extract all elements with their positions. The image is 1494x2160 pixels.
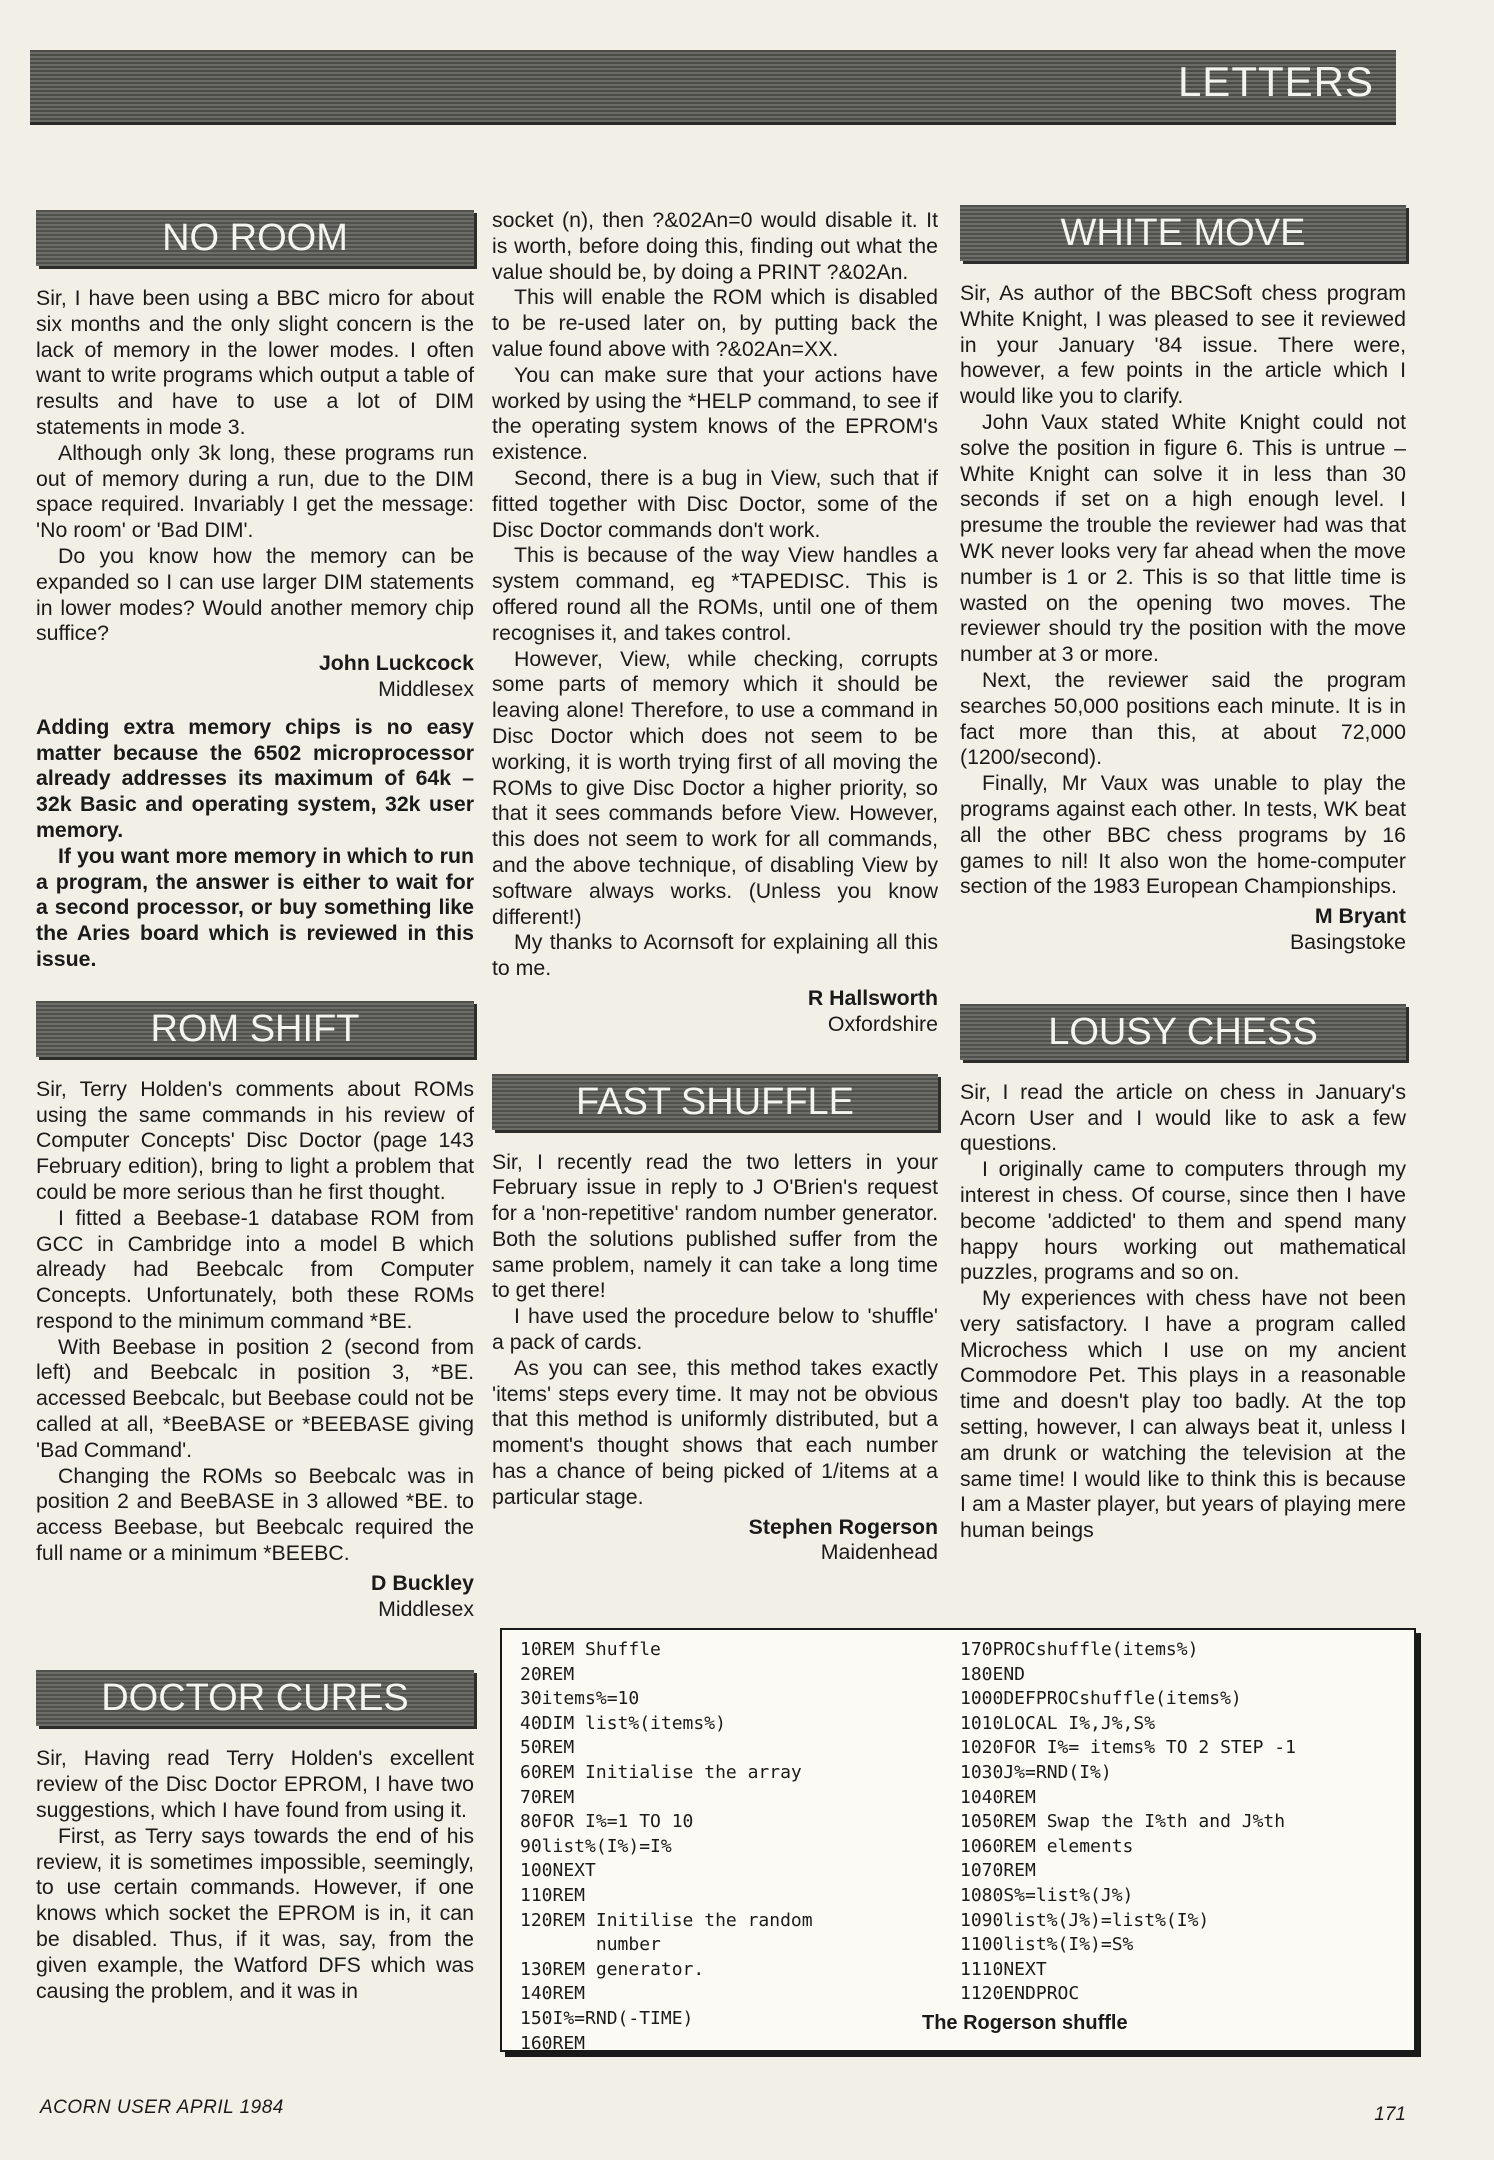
paragraph: This is because of the way View handles a system command, eg *TAPEDISC. This is offered round all the ROMs, until one of them recognises it, and takes control. <box>492 543 938 645</box>
paragraph: Do you know how the memory can be expanded so I can use larger DIM statements in lower modes? Would another memory chip suffice? <box>36 543 474 646</box>
column-2 <box>492 208 938 1566</box>
paragraph: John Vaux stated White Knight could not solve the position in figure 6. This is untrue – White Knight can solve it in less than 30 seconds if set on a high enough level. I presume the trouble the reviewer had was that WK never looks very far ahead when the move number is 1 or 2. This is so that little time is wasted on the opening two moves. The reviewer should try the position with the move number at 3 or more. <box>960 409 1406 667</box>
paragraph: Sir, Terry Holden's comments about ROMs using the same commands in his review of Computer Concepts' Disc Doctor (page 143 February edition), bring to light a problem that could be more serious than he first thought. <box>36 1076 474 1204</box>
author-location: Maidenhead <box>820 1540 938 1565</box>
paragraph: My thanks to Acornsoft for explaining all this to me. <box>492 930 938 981</box>
paragraph: My experiences with chess have not been very satisfactory. I have a program called Microchess which I use on my ancient Commodore Pet. This plays in a reasonable time and doesn't play too badly. At the top setting, however, I can always beat it, unless I am drunk or watching the television at the same time! I would like to think this is because I am a Master player, but years of playing mere human beings <box>960 1286 1406 1543</box>
author-location: Basingstoke <box>1289 929 1406 954</box>
author-name: D Buckley <box>371 1570 474 1595</box>
paragraph: I have used the procedure below to 'shuffle' a pack of cards. <box>492 1304 938 1355</box>
listing-right-column: 170PROCshuffle(items%) 180END 1000DEFPROCshuffle(items%) 1010LOCAL I%,J%,S% 1020FOR I%= items% TO 2 STEP -1 1030J%=RND(I%) 1040REM 1050REM Swap the I%th and J%th 1060REM elements 1070REM 1080S%=list%(J%) 1090list%(J%)=list%(I%) 1100list%(I%)=S% 1110NEXT 1120ENDPROC <box>960 1639 1296 2005</box>
section-banner <box>30 50 1396 122</box>
heading-rom-shift: ROM SHIFT <box>36 1001 474 1057</box>
editor-reply: If you want more memory in which to run a program, the answer is either to wait for a second processor, or buy something like the Aries board which is reviewed in this issue. <box>36 843 474 971</box>
author-name: Stephen Rogerson <box>748 1514 938 1539</box>
page-number: 171 <box>1374 2104 1406 2125</box>
listing-left-column: 10REM Shuffle 20REM 30items%=10 40DIM list%(items%) 50REM 60REM Initialise the array 70REM 80FOR I%=1 TO 10 90list%(I%)=I% 100NEXT 110REM 120REM Initilise the random number 130REM generator. 140REM 150I%=RND(-TIME) 160REM <box>520 1639 813 2054</box>
heading-white-move: WHITE MOVE <box>960 205 1406 261</box>
heading-fast-shuffle: FAST SHUFFLE <box>492 1074 938 1130</box>
paragraph: This will enable the ROM which is disabled to be re-used later on, by putting back the value found above with ?&02An=XX. <box>492 285 938 361</box>
program-listing <box>500 1628 1416 2052</box>
paragraph: As you can see, this method takes exactly 'items' steps every time. It may not be obvious that this method is uniformly distributed, but a moment's thought shows that each number has a chance of being picked of 1/items at a particular stage. <box>492 1355 938 1509</box>
author-location: Oxfordshire <box>827 1011 938 1036</box>
paragraph: Sir, I recently read the two letters in your February issue in reply to J O'Brien's request for a 'non-repetitive' random number generator. Both the solutions published suffer from the same problem, namely it can take a long time to get there! <box>492 1149 938 1303</box>
paragraph: Sir, I have been using a BBC micro for about six months and the only slight concern is the lack of memory in the lower modes. I often want to write programs which output a table of results and have to use a lot of DIM statements in mode 3. <box>36 286 474 439</box>
heading-lousy-chess: LOUSY CHESS <box>960 1004 1406 1060</box>
paragraph: Although only 3k long, these programs run out of memory during a run, due to the DIM space required. Invariably I get the message: 'No room' or 'Bad DIM'. <box>36 440 474 543</box>
author-name: John Luckcock <box>318 651 474 676</box>
heading-doctor-cures: DOCTOR CURES <box>36 1670 474 1726</box>
paragraph: With Beebase in position 2 (second from left) and Beebcalc in position 3, *BE. accessed Beebcalc, but Beebase could not be called at all, *BeeBASE or *BEEBASE giving 'Bad Command'. <box>36 1334 474 1462</box>
paragraph: Finally, Mr Vaux was unable to play the programs against each other. In tests, WK beat all the other BBC chess programs by 16 games to nil! It also won the home-computer section of the 1983 European Championships. <box>960 771 1406 899</box>
paragraph: Sir, I read the article on chess in January's Acorn User and I would like to ask a few questions. <box>960 1079 1406 1156</box>
column-1 <box>36 210 474 2004</box>
column-3 <box>960 205 1406 1544</box>
author-location: Middlesex <box>378 1596 474 1621</box>
paragraph: I originally came to computers through my interest in chess. Of course, since then I have become 'addicted' to them and spend many happy hours working out mathematical puzzles, programs and so on. <box>960 1157 1406 1285</box>
footer-publication: ACORN USER APRIL 1984 <box>40 2097 284 2118</box>
paragraph: First, as Terry says towards the end of his review, it is sometimes impossible, seemingly, to use certain commands. However, if one knows which socket the EPROM is in, it can be disabled. Thus, if it was, say, from the given example, the Watford DFS which was causing the problem, and it was in <box>36 1823 474 2003</box>
listing-caption: The Rogerson shuffle <box>922 2012 1128 2035</box>
paragraph: Sir, Having read Terry Holden's excellent review of the Disc Doctor EPROM, I have two suggestions, which I have found from using it. <box>36 1746 474 1823</box>
paragraph: Next, the reviewer said the program searches 50,000 positions each minute. It is in fact more than this, at about 72,000 (1200/second). <box>960 667 1406 770</box>
editor-reply: Adding extra memory chips is no easy matter because the 6502 microprocessor already addresses its maximum of 64k – 32k Basic and operating system, 32k user memory. <box>36 714 474 842</box>
author-name: R Hallsworth <box>807 985 938 1010</box>
section-title: LETTERS <box>1177 58 1374 105</box>
paragraph: Sir, As author of the BBCSoft chess program White Knight, I was pleased to see it reviewed in your January '84 issue. There were, however, a few points in the article which I would like you to clarify. <box>960 281 1406 409</box>
author-name: M Bryant <box>1314 904 1406 929</box>
paragraph: Changing the ROMs so Beebcalc was in position 2 and BeeBASE in 3 allowed *BE. to access Beebase, but Beebcalc required the full name or a minimum *BEEBC. <box>36 1463 474 1566</box>
heading-no-room: NO ROOM <box>36 210 474 266</box>
paragraph: You can make sure that your actions have worked by using the *HELP command, to see if the operating system knows of the EPROM's existence. <box>492 362 938 465</box>
paragraph: However, View, while checking, corrupts some parts of memory which it should be leaving alone! Therefore, to use a command in Disc Doctor which does not seem to be working, it is worth trying first of all moving the ROMs to give Disc Doctor a higher priority, so that it sees commands before View. However, this does not seem to work for all commands, and the above technique, of disabling View by software always works. (Unless you know different!) <box>492 646 938 929</box>
paragraph: Second, there is a bug in View, such that if fitted together with Disc Doctor, some of the Disc Doctor commands don't work. <box>492 465 938 542</box>
paragraph: I fitted a Beebase-1 database ROM from GCC in Cambridge into a model B which already had Beebcalc from Computer Concepts. Unfortunately, both these ROMs respond to the minimum command *BE. <box>36 1205 474 1333</box>
paragraph: socket (n), then ?&02An=0 would disable it. It is worth, before doing this, finding out what the value should be, by doing a PRINT ?&02An. <box>492 208 938 284</box>
author-location: Middlesex <box>378 676 474 701</box>
